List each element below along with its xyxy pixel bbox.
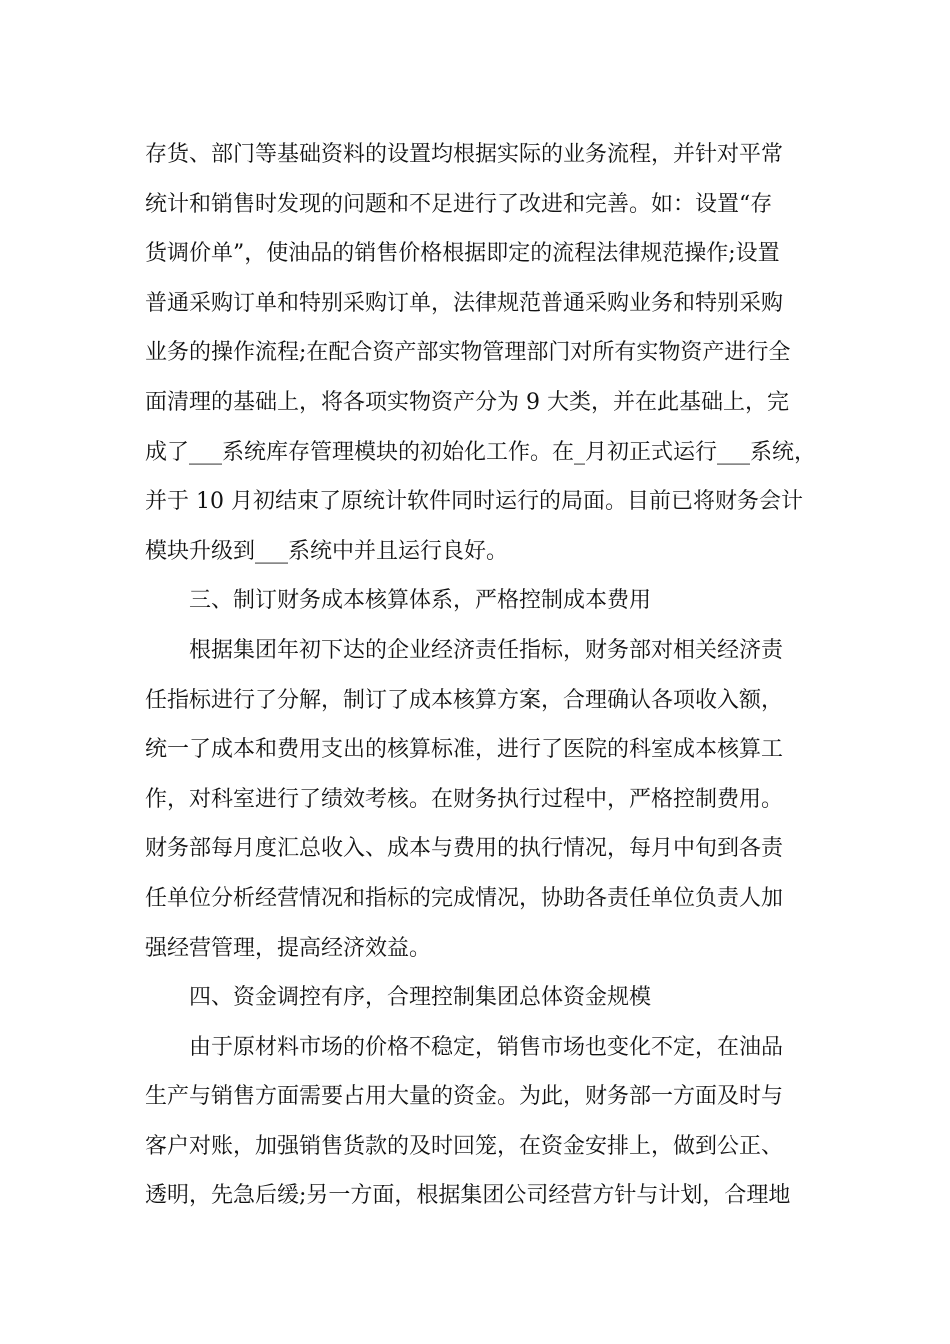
text-line: 模块升级到___系统中并且运行良好。 xyxy=(145,538,509,564)
text-line: 财务部每月度汇总收入、成本与费用的执行情况，每月中旬到各责 xyxy=(145,836,784,862)
text-line: 普通采购订单和特别采购订单，法律规范普通采购业务和特别采购 xyxy=(145,290,784,316)
text-line: 任指标进行了分解，制订了成本核算方案，合理确认各项收入额， xyxy=(145,687,784,713)
text-line: 成了___系统库存管理模块的初始化工作。在_月初正式运行___系统， xyxy=(145,439,817,465)
text-line: 三、制订财务成本核算体系，严格控制成本费用 xyxy=(189,588,652,614)
text-line: 透明，先急后缓;另一方面，根据集团公司经营方针与计划，合理地 xyxy=(145,1183,791,1209)
text-line: 面清理的基础上，将各项实物资产分为 9 大类，并在此基础上，完 xyxy=(145,389,789,415)
text-line: 货调价单”，使油品的销售价格根据即定的流程法律规范操作;设置 xyxy=(145,241,780,267)
text-line: 并于 10 月初结束了原统计软件同时运行的局面。目前已将财务会计 xyxy=(145,489,803,515)
text-line: 根据集团年初下达的企业经济责任指标，财务部对相关经济责 xyxy=(189,637,784,663)
text-line: 存货、部门等基础资料的设置均根据实际的业务流程，并针对平常 xyxy=(145,142,784,167)
document-body xyxy=(145,130,825,1221)
text-line: 统计和销售时发现的问题和不足进行了改进和完善。如：设置“存 xyxy=(145,191,773,217)
text-line: 作，对科室进行了绩效考核。在财务执行过程中，严格控制费用。 xyxy=(145,786,784,812)
text-line: 生产与销售方面需要占用大量的资金。为此，财务部一方面及时与 xyxy=(145,1084,784,1110)
text-line: 客户对账，加强销售货款的及时回笼，在资金安排上，做到公正、 xyxy=(145,1133,784,1159)
text-line: 强经营管理，提高经济效益。 xyxy=(145,935,432,961)
text-line: 业务的操作流程;在配合资产部实物管理部门对所有实物资产进行全 xyxy=(145,340,791,366)
text-line: 统一了成本和费用支出的核算标准，进行了医院的科室成本核算工 xyxy=(145,737,784,763)
text-line: 任单位分析经营情况和指标的完成情况，协助各责任单位负责人加 xyxy=(145,885,784,911)
text-line: 由于原材料市场的价格不稳定，销售市场也变化不定，在油品 xyxy=(189,1034,784,1060)
text-line: 四、资金调控有序，合理控制集团总体资金规模 xyxy=(189,985,652,1011)
